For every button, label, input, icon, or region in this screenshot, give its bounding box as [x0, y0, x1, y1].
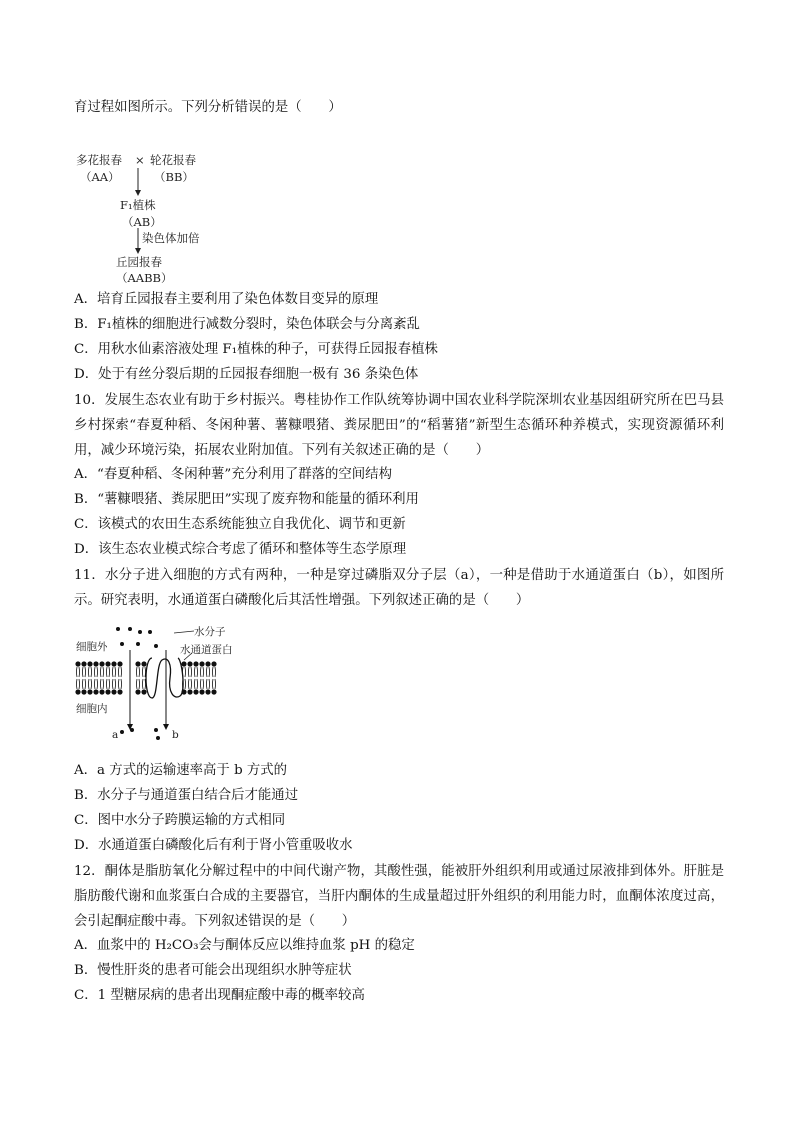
- q9-option-c: C．用秋水仙素溶液处理 F₁植株的种子，可获得丘园报春植株: [74, 342, 438, 357]
- water-label: 水分子: [194, 626, 226, 638]
- lipid-tail: [89, 679, 92, 689]
- lipid-head: [105, 661, 110, 666]
- lipid-tail: [95, 667, 98, 677]
- lipid-head: [87, 661, 92, 666]
- q11-option-b: B．水分子与通道蛋白结合后才能通过: [74, 788, 299, 803]
- lipid-head: [75, 661, 80, 666]
- lipid-tail: [83, 667, 86, 677]
- q10-option-b: B．“薯糠喂猪、粪尿肥田”实现了废弃物和能量的循环利用: [74, 492, 419, 507]
- membrane-diagram: [74, 620, 254, 746]
- result-genotype: （AABB）: [116, 271, 173, 285]
- q11-stem: 11．水分子进入细胞的方式有两种，一种是穿过磷脂双分子层（a），一种是借助于水通道蛋白（b），如图所示。研究表明，水通道蛋白磷酸化后其活性增强。下列叙述正确的是（ ）: [74, 568, 724, 608]
- q9-option-b: B．F₁植株的细胞进行减数分裂时，染色体联会与分离紊乱: [74, 317, 420, 332]
- lipid-tail: [137, 667, 140, 677]
- label-b: b: [172, 729, 179, 741]
- lipid-tail: [95, 679, 98, 689]
- lipid-head: [187, 661, 192, 666]
- lipid-head: [193, 689, 198, 694]
- arrow-b-head: [163, 724, 169, 730]
- water-dots-outside: [116, 627, 158, 648]
- f1-genotype: （AB）: [122, 215, 162, 229]
- lipid-tail: [201, 667, 204, 677]
- lipid-tail: [107, 679, 110, 689]
- lipid-head: [75, 689, 80, 694]
- lipid-tail: [113, 679, 116, 689]
- lipid-tail: [107, 667, 110, 677]
- lipid-tail: [189, 679, 192, 689]
- arrow-double-head: [135, 248, 141, 254]
- lipid-tail: [189, 667, 192, 677]
- lipid-head: [111, 661, 116, 666]
- result-name: 丘园报春: [116, 255, 162, 269]
- parent-a-genotype: （AA）: [80, 170, 120, 184]
- f1-name: F₁植株: [120, 198, 156, 212]
- doubling-step: 染色体加倍: [142, 231, 200, 245]
- q9-option-a: A．培育丘园报春主要利用了染色体数目变异的原理: [74, 292, 379, 307]
- lipid-head: [211, 689, 216, 694]
- lipid-head: [205, 689, 210, 694]
- lipid-tail: [195, 667, 198, 677]
- lipid-tail: [195, 679, 198, 689]
- lipid-head: [135, 689, 140, 694]
- lipid-tail: [101, 679, 104, 689]
- lipid-head: [141, 689, 146, 694]
- q11-option-d: D．水通道蛋白磷酸化后有利于肾小管重吸收水: [74, 838, 353, 853]
- lipid-tail: [143, 679, 146, 689]
- lipid-head: [199, 661, 204, 666]
- parent-b-name: 轮花报春: [150, 153, 196, 167]
- water-dots-inside: [120, 728, 160, 740]
- arrow-cross-head: [135, 190, 141, 196]
- lipid-head: [187, 689, 192, 694]
- lipid-tail: [213, 679, 216, 689]
- lipid-tail: [119, 679, 122, 689]
- lipid-tail: [201, 679, 204, 689]
- lipid-head: [211, 661, 216, 666]
- lipid-tail: [143, 667, 146, 677]
- lipid-tail: [77, 667, 80, 677]
- lipid-tail: [119, 667, 122, 677]
- lipid-head: [135, 661, 140, 666]
- lipid-head: [81, 661, 86, 666]
- lipid-head: [105, 689, 110, 694]
- parent-a-name: 多花报春: [76, 153, 122, 167]
- cross-symbol: ×: [135, 153, 145, 167]
- q12-option-b: B．慢性肝炎的患者可能会出现组织水肿等症状: [74, 963, 352, 978]
- q11-option-c: C．图中水分子跨膜运输的方式相同: [74, 813, 286, 828]
- q9-intro: 育过程如图所示。下列分析错误的是（ ）: [74, 100, 342, 115]
- q12-option-c: C．1 型糖尿病的患者出现酮症酸中毒的概率较高: [74, 988, 365, 1003]
- lipid-head: [181, 661, 186, 666]
- membrane-diagram-svg: [74, 620, 254, 746]
- lipid-head: [193, 661, 198, 666]
- outside-label: 细胞外: [76, 641, 108, 653]
- q12-stem: 12．酮体是脂肪氧化分解过程中的中间代谢产物，其酸性强，能被肝外组织利用或通过尿液排到体外。肝脏是脂肪酸代谢和血浆蛋白合成的主要器官，当肝内酮体的生成量超过肝外组织的利用能力时，血酮体浓度过高，会引起酮症酸中毒。下列叙述错误的是（ ）: [74, 864, 724, 929]
- q10-option-a: A．“春夏种稻、冬闲种薯”充分利用了群落的空间结构: [74, 467, 392, 482]
- lipid-tail: [113, 667, 116, 677]
- channel-label: 水通道蛋白: [180, 644, 233, 656]
- lipid-head: [111, 689, 116, 694]
- inside-label: 细胞内: [76, 703, 108, 715]
- channel-protein: [146, 658, 183, 698]
- lipid-head: [205, 661, 210, 666]
- lipid-tail: [137, 679, 140, 689]
- water-pointer: [174, 631, 194, 633]
- lipid-head: [117, 689, 122, 694]
- q12-option-a: A．血浆中的 H₂CO₃会与酮体反应以维持血浆 pH 的稳定: [74, 938, 415, 953]
- parent-b-genotype: （BB）: [154, 170, 194, 184]
- lipid-tail: [77, 679, 80, 689]
- lipid-head: [93, 689, 98, 694]
- lipid-tail: [213, 667, 216, 677]
- lipid-tail: [207, 667, 210, 677]
- lipid-tail: [101, 667, 104, 677]
- lipid-tail: [83, 679, 86, 689]
- q10-option-d: D．该生态农业模式综合考虑了循环和整体等生态学原理: [74, 542, 407, 557]
- q10-option-c: C．该模式的农田生态系统能独立自我优化、调节和更新: [74, 517, 406, 532]
- q9-option-d: D．处于有丝分裂后期的丘园报春细胞一极有 36 条染色体: [74, 367, 419, 382]
- lipid-head: [117, 661, 122, 666]
- lipid-tail: [207, 679, 210, 689]
- label-a: a: [112, 729, 119, 741]
- lipid-head: [99, 661, 104, 666]
- breeding-diagram-svg: [74, 148, 234, 286]
- lipid-head: [141, 661, 146, 666]
- breeding-diagram: [74, 148, 234, 286]
- lipid-head: [93, 661, 98, 666]
- q10-stem: 10．发展生态农业有助于乡村振兴。粤桂协作工作队统筹协调中国农业科学院深圳农业基因组研究所在巴马县乡村探索“春夏种稻、冬闲种薯、薯糠喂猪、粪尿肥田”的“稻薯猪”新型生态循环种养模式，实现资源循环利用，减少环境污染，拓展农业附加值。下列有关叙述正确的是（ ）: [74, 393, 724, 458]
- lipid-head: [87, 689, 92, 694]
- lipid-head: [199, 689, 204, 694]
- q11-option-a: A．a 方式的运输速率高于 b 方式的: [74, 763, 288, 778]
- lipid-head: [81, 689, 86, 694]
- lipid-tail: [89, 667, 92, 677]
- lipid-head: [99, 689, 104, 694]
